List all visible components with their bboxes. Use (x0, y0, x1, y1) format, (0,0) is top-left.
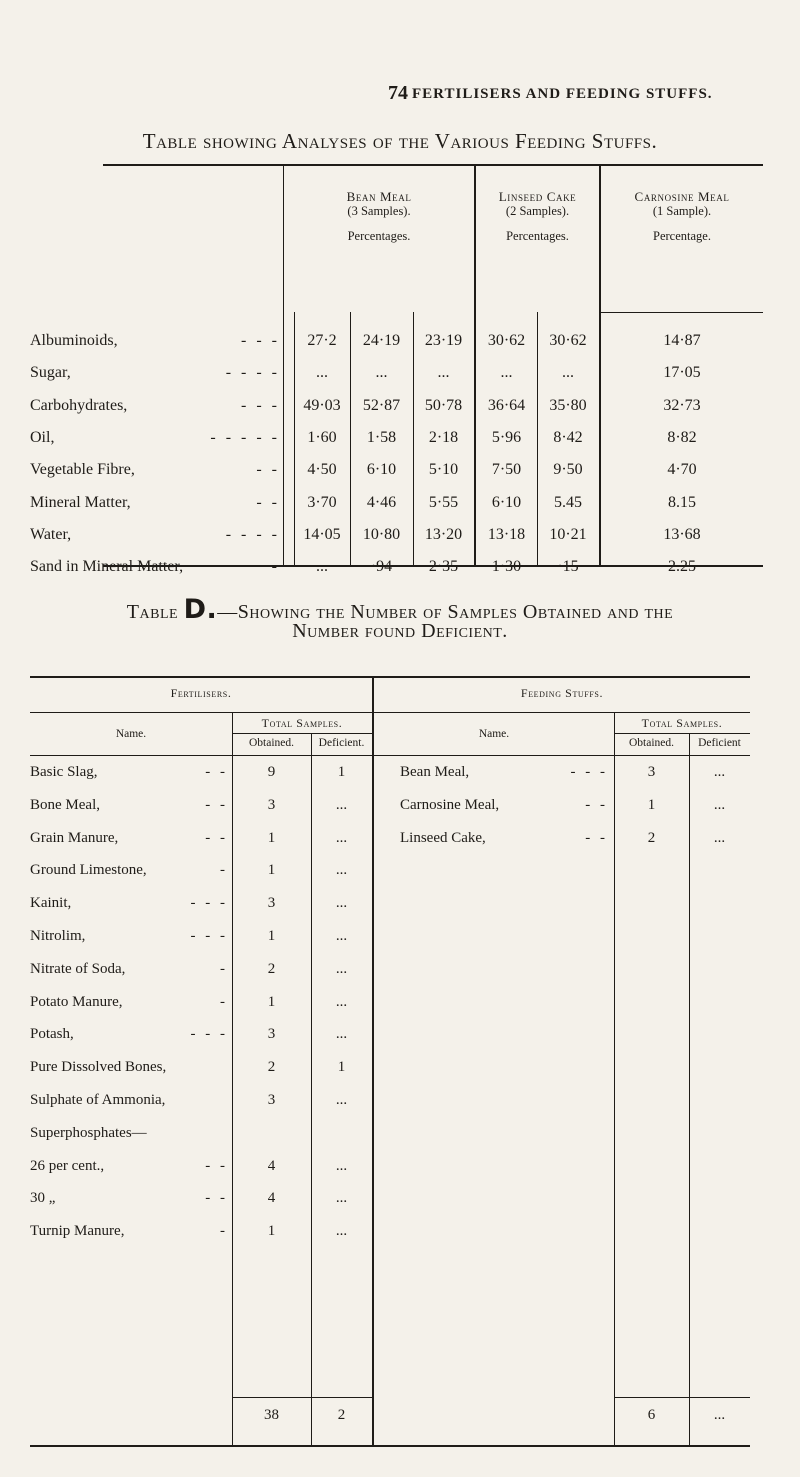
fertiliser-name: Potash, (30, 1026, 74, 1043)
value-cell: 6·10 (491, 493, 522, 511)
deficient-cell: ... (335, 1026, 348, 1043)
obtained-cell: 4 (267, 1190, 276, 1207)
deficient-header: Deficient. (318, 737, 365, 749)
group-samples: (1 Sample). (652, 204, 712, 218)
deficient-cell: 1 (337, 764, 346, 780)
fertiliser-name: Ground Limestone, (30, 862, 147, 879)
row-label: Albuminoids, (30, 332, 118, 349)
value-cell: 50·78 (424, 396, 463, 414)
obtained-cell: 4 (267, 1157, 276, 1174)
deficient-cell: 1 (337, 1059, 346, 1076)
value-cell: 1·60 (307, 428, 337, 446)
value-cell: 10·80 (362, 525, 401, 543)
group-name: Linseed Cake (498, 189, 577, 204)
obtained-cell: 3 (267, 1026, 276, 1043)
value-cell: 5·96 (491, 428, 522, 446)
fertiliser-name: Turnip Manure, (30, 1223, 125, 1240)
row-dashes: - - (585, 796, 608, 813)
value-cell: 2.25 (668, 558, 696, 576)
value-cell: 2·35 (428, 558, 459, 576)
deficient-cell: ... (713, 764, 726, 780)
group-samples: (3 Samples). (347, 204, 411, 218)
page-number: 74 (388, 82, 408, 104)
row-dashes: - - (205, 1157, 228, 1174)
deficient-header: Deficient (698, 737, 741, 749)
row-dashes: - - (205, 1190, 228, 1207)
fertiliser-name: Pure Dissolved Bones, (30, 1059, 167, 1076)
running-head: FERTILISERS AND FEEDING STUFFS. (412, 86, 713, 102)
value-cell: 13·68 (663, 525, 701, 543)
fertilisers-total-deficient: 2 (337, 1407, 346, 1423)
group-name: Bean Meal (346, 189, 412, 204)
value-cell: ... (437, 364, 450, 382)
value-cell: 8·42 (553, 428, 583, 446)
table2-vline (232, 713, 233, 1445)
feeding-stuffs-header: Feeding Stuffs. (520, 686, 604, 700)
row-label: Water, (30, 525, 72, 543)
fertiliser-name: 30 „ (30, 1190, 56, 1207)
value-cell: 5.45 (554, 493, 582, 511)
row-dashes: - - - (241, 332, 280, 349)
header-linseed-cake (476, 189, 599, 244)
deficient-cell: ... (713, 796, 726, 813)
obtained-header: Obtained. (628, 737, 675, 749)
obtained-header: Obtained. (248, 737, 295, 749)
row-dashes: - - (205, 829, 228, 846)
value-cell: 7·50 (491, 461, 522, 479)
row-label: Mineral Matter, (30, 493, 131, 511)
obtained-cell: 3 (647, 764, 656, 780)
value-cell: 1·30 (491, 558, 522, 576)
value-cell: 13·20 (424, 525, 463, 543)
header-carnosine-meal (601, 189, 763, 244)
obtained-cell: 1 (267, 993, 276, 1010)
feeding-stuff-name: Carnosine Meal, (400, 796, 500, 813)
fertilisers-total-obtained: 38 (264, 1407, 279, 1423)
obtained-cell: 2 (647, 829, 656, 846)
row-dashes: - - - (241, 396, 280, 414)
value-cell: 36·64 (487, 396, 526, 414)
fertiliser-name: Bone Meal, (30, 796, 100, 813)
row-dashes: - (220, 960, 228, 977)
table2-total-rule (232, 1397, 372, 1398)
value-cell: 13·18 (487, 525, 526, 543)
row-dashes: - (220, 1223, 228, 1240)
row-dashes: - - (256, 461, 280, 479)
table2-letter: D. (183, 594, 218, 625)
row-dashes: - - - (190, 1026, 228, 1043)
value-cell: 52·87 (362, 396, 401, 414)
row-label: Carbohydrates, (30, 396, 128, 414)
total-samples-header: Total Samples. (641, 716, 723, 730)
fertiliser-name: Potato Manure, (30, 993, 123, 1010)
value-cell: 2·18 (428, 428, 459, 446)
row-dashes: - - - (190, 928, 228, 944)
deficient-cell: ... (335, 928, 348, 944)
table1-top-rule (103, 164, 763, 166)
fertilisers-header: Fertilisers. (170, 686, 232, 700)
group-samples: (2 Samples). (505, 204, 570, 218)
row-label: Sugar, (30, 364, 71, 382)
fertiliser-name: Nitrolim, (30, 928, 86, 944)
table2-total-rule (614, 1397, 750, 1398)
table2-bottom-rule (30, 1445, 750, 1447)
obtained-cell: 1 (267, 928, 276, 944)
deficient-cell: ... (335, 1157, 348, 1174)
value-cell: 17·05 (663, 364, 701, 382)
value-cell: ... (562, 364, 574, 382)
row-dashes: - - (585, 829, 608, 846)
value-cell: 35·80 (549, 396, 587, 414)
value-cell: 24·19 (362, 332, 401, 349)
deficient-cell: ... (335, 1223, 348, 1240)
value-cell: 14·87 (663, 332, 701, 349)
value-cell: ... (316, 364, 328, 382)
value-cell: 5·55 (428, 493, 459, 511)
obtained-cell: 3 (267, 1092, 276, 1108)
value-cell: 10·21 (549, 525, 587, 543)
value-cell: 49·03 (303, 396, 341, 414)
obtained-cell: 1 (267, 1223, 276, 1240)
value-cell: ... (375, 364, 388, 382)
row-dashes: - - - - (225, 364, 280, 382)
value-cell: ... (316, 558, 328, 576)
value-cell: 32·73 (663, 396, 701, 414)
table1-title: Table showing Analyses of the Various Feeding Stuffs. (142, 129, 658, 153)
deficient-cell: ... (335, 1092, 348, 1108)
deficient-cell: ... (335, 1190, 348, 1207)
value-cell: ... (500, 364, 513, 382)
value-cell: 9·50 (553, 461, 583, 479)
table2-title-line2: Number found Deficient. (292, 620, 508, 642)
obtained-cell: 2 (267, 960, 276, 977)
deficient-cell: ... (713, 829, 726, 846)
group-unit: Percentages. (347, 229, 411, 243)
row-dashes: - - (205, 796, 228, 813)
feeding-stuff-name: Linseed Cake, (400, 829, 486, 846)
row-dashes: - - (205, 764, 228, 780)
row-dashes: - - - - (225, 525, 280, 543)
row-dashes: - - - - - (210, 428, 280, 446)
table2-title-rest: —Showing the Number of Samples Obtained and the (217, 601, 674, 623)
value-cell: 4·50 (307, 461, 337, 479)
value-cell: 8.15 (668, 493, 696, 511)
total-samples-header: Total Samples. (261, 716, 343, 730)
table1-rule (599, 312, 763, 313)
table2-top-rule (30, 676, 750, 678)
fertiliser-name: Grain Manure, (30, 829, 119, 846)
row-label: Sand in Mineral Matter, (30, 558, 184, 576)
table2-title-prefix: Table (126, 601, 179, 623)
obtained-cell: 2 (267, 1059, 276, 1076)
value-cell: 6·10 (366, 461, 397, 479)
table2-vline (614, 713, 615, 1445)
deficient-cell: ... (335, 960, 348, 977)
value-cell: 30·62 (487, 332, 526, 349)
name-header: Name. (478, 728, 510, 740)
value-cell: 3·70 (307, 493, 337, 511)
feeding-total-obtained: 6 (647, 1407, 656, 1423)
row-dashes: - - (256, 493, 280, 511)
table2-rule (232, 733, 372, 734)
value-cell: ·15 (557, 558, 579, 576)
deficient-cell: ... (335, 993, 348, 1010)
table2-rule (30, 712, 750, 713)
value-cell: 23·19 (424, 332, 463, 349)
fertiliser-name: Superphosphates— (30, 1124, 147, 1141)
fertiliser-name: Basic Slag, (30, 764, 98, 780)
row-label: Oil, (30, 428, 55, 446)
obtained-cell: 1 (267, 829, 276, 846)
row-dashes: - (220, 993, 228, 1010)
name-header: Name. (115, 728, 147, 740)
group-unit: Percentage. (653, 229, 711, 243)
value-cell: 30·62 (549, 332, 587, 349)
fertiliser-name: 26 per cent., (30, 1157, 105, 1174)
obtained-cell: 1 (647, 796, 656, 813)
obtained-cell: 1 (267, 862, 276, 879)
fertiliser-name: Sulphate of Ammonia, (30, 1092, 166, 1108)
value-cell: 1·58 (366, 428, 397, 446)
value-cell: 4·70 (667, 461, 697, 479)
row-label: Vegetable Fibre, (30, 461, 135, 479)
obtained-cell: 3 (267, 796, 276, 813)
row-dashes: - - - (570, 764, 608, 780)
value-cell: 5·10 (428, 461, 459, 479)
table2-rule (30, 755, 750, 756)
group-unit: Percentages. (506, 229, 569, 243)
fertiliser-name: Kainit, (30, 895, 72, 912)
deficient-cell: ... (335, 895, 348, 912)
row-dashes: - (271, 558, 280, 576)
table2-rule (614, 733, 750, 734)
row-dashes: - (220, 862, 228, 879)
obtained-cell: 9 (267, 764, 276, 780)
value-cell: 27·2 (307, 332, 337, 349)
value-cell: 14·05 (303, 525, 341, 543)
deficient-cell: ... (335, 796, 348, 813)
fertiliser-name: Nitrate of Soda, (30, 960, 126, 977)
deficient-cell: ... (335, 829, 348, 846)
obtained-cell: 3 (267, 895, 276, 912)
value-cell: 4·46 (366, 493, 397, 511)
table2-center-vline (372, 677, 374, 1445)
value-cell: ·94 (370, 558, 393, 576)
feeding-stuff-name: Bean Meal, (400, 764, 470, 780)
row-dashes: - - - (190, 895, 228, 912)
deficient-cell: ... (335, 862, 348, 879)
feeding-total-deficient: ... (713, 1407, 726, 1423)
value-cell: 8·82 (667, 428, 697, 446)
header-bean-meal (284, 189, 474, 244)
group-name: Carnosine Meal (634, 189, 730, 204)
